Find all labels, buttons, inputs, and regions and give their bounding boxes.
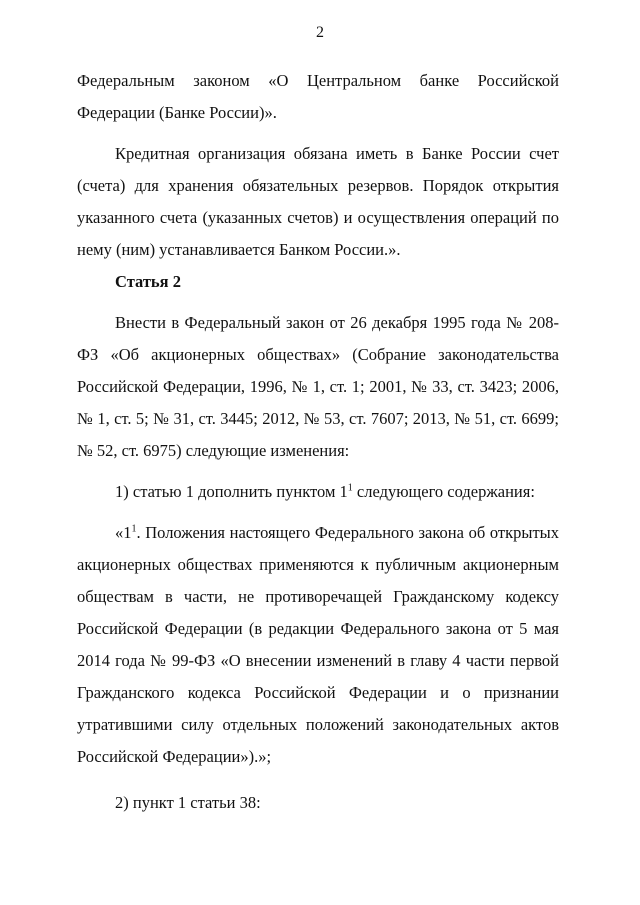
paragraph-continuation: Федеральным законом «О Центральном банке Российской Федерации (Банке России)». <box>77 71 559 122</box>
article-heading: Статья 2 <box>115 272 181 291</box>
quoted-clause-start: «1 <box>115 523 132 542</box>
quoted-clause-superscript: 1 <box>131 523 137 535</box>
page-number: 2 <box>316 24 324 41</box>
item-1-text-end: следующего содержания: <box>352 482 535 501</box>
paragraph-amendments-intro: Внести в Федеральный закон от 26 декабря 1995 года № 208-ФЗ «Об акционерных обществах» (Собрание законодательства Российской Федерации, 1996, № 1, ст. 1; 2001, № 33, ст. 3423; 2006, № 1, ст. 5; № 31, ст. 3445; 2012, № 53, ст. 7607; 2013, № 51, ст. 6699; № 52, ст. 6975) следующие изменения: <box>77 313 559 460</box>
item-1-text-start: 1) статью 1 дополнить пунктом 1 <box>115 482 348 501</box>
document-body <box>77 65 559 819</box>
paragraph-reserve-account: Кредитная организация обязана иметь в Банке России счет (счета) для хранения обязательных резервов. Порядок открытия указанного счета (указанных счетов) и осуществления операций по нему (ним) устанавливается Банком России.». <box>77 144 559 259</box>
paragraph-item-2: 2) пункт 1 статьи 38: <box>115 793 261 812</box>
paragraph-quoted-clause <box>77 517 559 773</box>
quoted-clause-text: . Положения настоящего Федерального закона об открытых акционерных обществах применяются к публичным акционерным обществам в части, не противоречащей Гражданскому кодексу Российской Федерации (в редакции Федерального закона от 5 мая 2014 года № 99-ФЗ «О внесении изменений в главу 4 части первой Гражданского кодекса Российской Федерации и о признании утратившими силу отдельных положений законодательных актов Российской Федерации»).»; <box>77 523 559 766</box>
paragraph-item-1 <box>77 476 559 508</box>
item-1-superscript: 1 <box>347 482 353 494</box>
